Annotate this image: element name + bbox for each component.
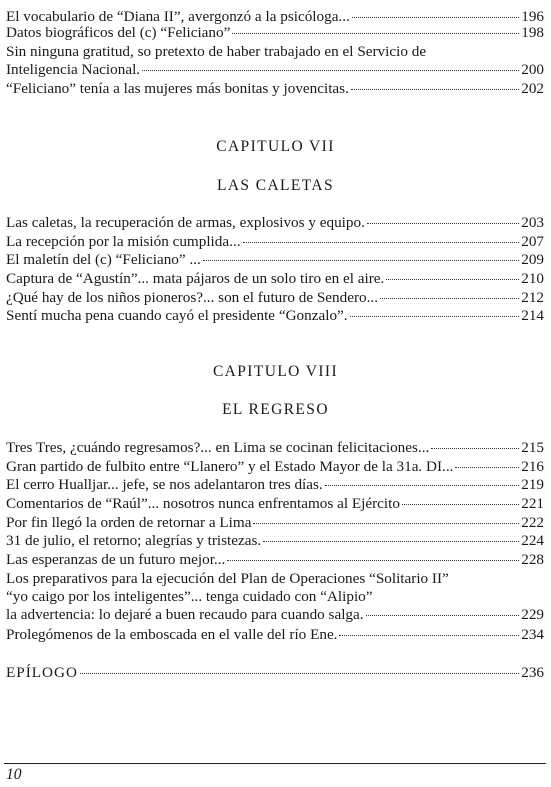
entry-text: Por fin llegó la orden de retornar a Lima [6,514,252,531]
dot-leader [243,242,520,243]
toc-entry-epilogue [6,664,544,682]
dot-leader [367,223,519,224]
page-number: 234 [521,626,544,643]
footer-rule [4,763,546,764]
entry-text-line: Sin ninguna gratitud, so pretexto de haber trabajado en el Servicio de [6,43,427,60]
entry-text: “Feliciano” tenía a las mujeres más bonitas y jovencitas. [6,80,349,97]
toc-entry [6,458,544,476]
page-number: 200 [521,61,544,78]
entry-text: Inteligencia Nacional. [6,61,141,78]
entry-text: Captura de “Agustín”... mata pájaros de un solo tiro en el aire. [6,270,385,287]
dot-leader [325,485,520,486]
entry-text: El cerro Hualljar... jefe, se nos adelantaron tres días. [6,476,323,493]
dot-leader [455,467,519,468]
entry-text-line: Los preparativos para la ejecución del Plan de Operaciones “Solitario II” [6,570,449,587]
page-number: 236 [521,664,544,681]
dot-leader [263,541,519,542]
entry-text: El maletín del (c) “Feliciano” ... [6,251,201,268]
dot-leader [386,279,519,280]
entry-text: Tres Tres, ¿cuándo regresamos?... en Lima se cocinan felicitaciones... [6,439,430,456]
entry-text: Sentí mucha pena cuando cayó el presidente “Gonzalo”. [6,307,348,324]
toc-entry [6,251,544,269]
dot-leader [402,504,519,505]
toc-entry [6,439,544,457]
toc-entry [6,514,544,532]
chapter-title: EL REGRESO [222,401,329,418]
toc-entry [6,570,544,624]
dot-leader [366,615,520,616]
dot-leader [253,523,519,524]
dot-leader [80,673,519,674]
toc-entry [6,495,544,513]
page-number: 214 [521,307,544,324]
page-number: 228 [521,551,544,568]
dot-leader [350,316,520,317]
entry-text: Comentarios de “Raúl”... nosotros nunca enfrentamos al Ejército [6,495,400,512]
entry-text: Las esperanzas de un futuro mejor... [6,551,226,568]
toc-entry [6,307,544,325]
entry-text: ¿Qué hay de los niños pioneros?... son el futuro de Sendero... [6,289,379,306]
entry-text: 31 de julio, el retorno; alegrías y tristezas. [6,532,262,549]
toc-entry [6,80,544,98]
dot-leader [352,17,519,18]
entry-text-line: “yo caigo por los inteligentes”... tenga cuidado con “Alipio” [6,588,373,605]
page-number: 198 [521,24,544,41]
entry-text: El vocabulario de “Diana II”, avergonzó a la psicóloga... [6,8,350,25]
page-number: 215 [521,439,544,456]
dot-leader [203,260,519,261]
chapter-number: CAPITULO VII [216,138,335,155]
page-number: 216 [521,458,544,475]
entry-text: Prolegómenos de la emboscada en el valle del río Ene. [6,626,338,643]
toc-entry [6,214,544,232]
toc-entry [6,233,544,251]
page-number: 212 [521,289,544,306]
entry-text: Datos biográficos del (c) “Feliciano” [6,24,231,41]
entry-text: La recepción por la misión cumplida... [6,233,241,250]
entry-text: Gran partido de fulbito entre “Llanero” y el Estado Mayor de la 31a. DI... [6,458,454,475]
toc-entry [6,476,544,494]
dot-leader [232,33,519,34]
dot-leader [227,560,519,561]
epilogue-label: EPÍLOGO [6,664,78,681]
page-number: 229 [521,606,544,623]
page-number: 196 [521,8,544,25]
page-number: 224 [521,532,544,549]
toc-entry [6,551,544,569]
page-number: 210 [521,270,544,287]
dot-leader [431,448,519,449]
page-number: 221 [521,495,544,512]
entry-text: la advertencia: lo dejaré a buen recaudo para cuando salga. [6,606,364,623]
page-number: 207 [521,233,544,250]
page-number: 222 [521,514,544,531]
toc-entry [6,289,544,307]
toc-entry [6,270,544,288]
dot-leader [351,89,519,90]
page-number: 203 [521,214,544,231]
dot-leader [142,70,519,71]
folio-page-number: 10 [6,766,22,783]
chapter-number: CAPITULO VIII [212,363,339,380]
toc-entry [6,43,544,79]
toc-entry [6,532,544,550]
page-number: 209 [521,251,544,268]
entry-text: Las caletas, la recuperación de armas, explosivos y equipo. [6,214,365,231]
page-number: 219 [521,476,544,493]
chapter-title: LAS CALETAS [216,177,335,194]
toc-entry [6,626,544,644]
dot-leader [339,635,519,636]
toc-entry [6,24,544,42]
page-number: 202 [521,80,544,97]
dot-leader [380,298,519,299]
